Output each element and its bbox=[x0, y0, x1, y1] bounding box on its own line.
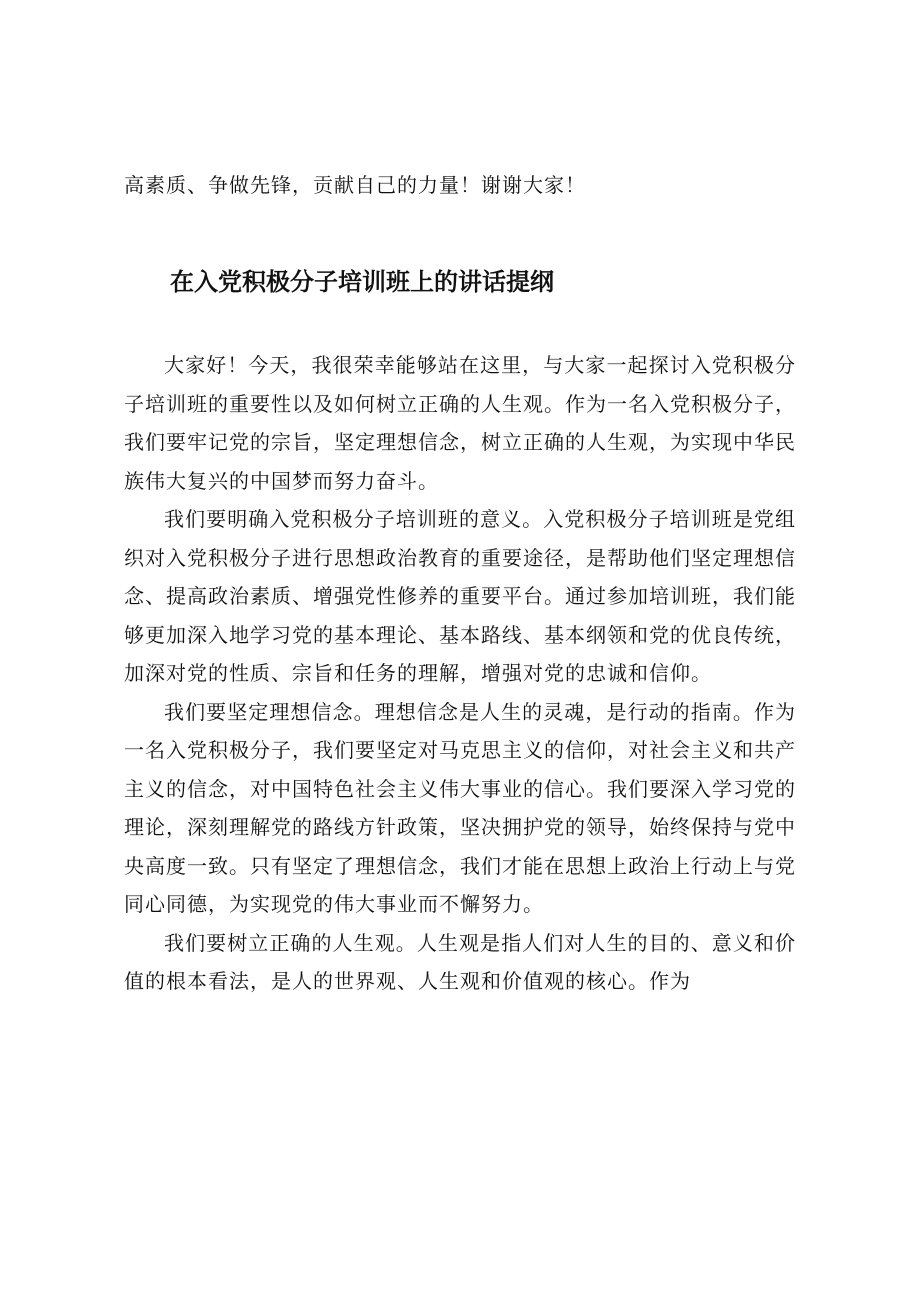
paragraph-outlook-on-life: 我们要树立正确的人生观。人生观是指人们对人生的目的、意义和价值的根本看法，是人的世界观、人生观和价值观的核心。作为 bbox=[124, 930, 796, 993]
paragraph-significance: 我们要明确入党积极分子培训班的意义。入党积极分子培训班是党组织对入党积极分子进行思想政治教育的重要途径，是帮助他们坚定理想信念、提高政治素质、增强党性修养的重要平台。通过参加培训班，我们能够更加深入地学习党的基本理论、基本路线、基本纲领和党的优良传统，加深对党的性质、宗旨和任务的理解，增强对党的忠诚和信仰。 bbox=[124, 507, 796, 685]
paragraph-ideals: 我们要坚定理想信念。理想信念是人生的灵魂，是行动的指南。作为一名入党积极分子，我们要坚定对马克思主义的信仰，对社会主义和共产主义的信念，对中国特色社会主义伟大事业的信心。我们要深入学习党的理论，深刻理解党的路线方针政策，坚决拥护党的领导，始终保持与党中央高度一致。只有坚定了理想信念，我们才能在思想上政治上行动上与党同心同德，为实现党的伟大事业而不懈努力。 bbox=[124, 699, 796, 916]
speech-body bbox=[124, 346, 796, 1001]
previous-section-closing-line: 高素质、争做先锋，贡献自己的力量！谢谢大家！ bbox=[124, 173, 586, 197]
previous-section-tail bbox=[124, 166, 796, 205]
speech-title: 在入党积极分子培训班上的讲话提纲 bbox=[170, 268, 554, 296]
paragraph-opening: 大家好！今天，我很荣幸能够站在这里，与大家一起探讨入党积极分子培训班的重要性以及如何树立正确的人生观。作为一名入党积极分子，我们要牢记党的宗旨，坚定理想信念，树立正确的人生观，为实现中华民族伟大复兴的中国梦而努力奋斗。 bbox=[124, 353, 796, 493]
